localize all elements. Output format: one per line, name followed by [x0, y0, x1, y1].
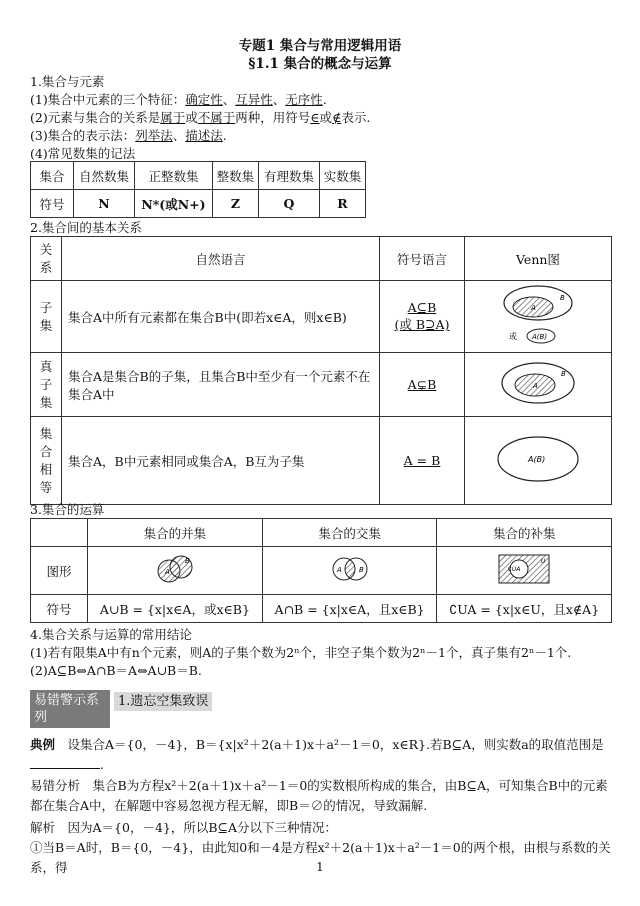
table-cell: A⊊B: [380, 353, 465, 417]
table-cell: 集合相等: [31, 417, 62, 505]
svg-text:B: B: [560, 294, 565, 302]
table-header: 符号语言: [380, 237, 465, 281]
table-cell: 集合A，B中元素相同或集合A，B互为子集: [62, 417, 380, 505]
venn-proper-subset: [465, 353, 612, 417]
svg-text:A: A: [336, 566, 342, 574]
example-paragraph: 典例 设集合A＝{0，－4}，B＝{x|x²＋2(a＋1)x＋a²－1＝0，x∈R}.若B⊆A，则实数a的取值范围是 .: [30, 737, 604, 772]
table-header: 集合的交集: [262, 519, 437, 547]
analysis-paragraph: 易错分析 集合B为方程x²＋2(a＋1)x＋a²－1＝0的实数根所构成的集合，由B⊆A，可知集合B中的元素都在集合A中，在解题中容易忽视方程无解，即B＝∅的情况，导致漏解.: [30, 778, 608, 813]
table-cell: 实数集: [319, 162, 365, 190]
table-header: [31, 519, 88, 547]
table-cell: 集合A中所有元素都在集合B中(即若x∈A，则x∈B): [62, 281, 380, 353]
table-cell: A∪B = {x|x∈A，或x∈B}: [88, 595, 263, 623]
table-header: 关系: [31, 237, 62, 281]
mistake-badge: 易错警示系列: [30, 690, 110, 728]
page-number: 1: [316, 860, 324, 874]
relation-table: [30, 236, 612, 505]
venn-union-diagram: [145, 549, 205, 589]
section2-heading: 2.集合间的基本关系: [30, 220, 142, 235]
page-title: 专题1 集合与常用逻辑用语: [238, 38, 402, 54]
svg-text:B: B: [561, 370, 566, 378]
s1-line3: (3)集合的表示法：列举法、描述法.: [30, 128, 227, 143]
table-cell: Z: [212, 190, 258, 218]
page-subtitle: §1.1 集合的概念与运算: [248, 56, 392, 72]
table-cell: 符号: [31, 190, 74, 218]
solution-paragraph: 解析 因为A＝{0，－4}，所以B⊆A分以下三种情况：: [30, 820, 338, 835]
s1-line1: (1)集合中元素的三个特征：确定性、互异性、无序性.: [30, 92, 327, 107]
svg-text:A(B): A(B): [528, 455, 546, 464]
table-cell: 自然数集: [74, 162, 135, 190]
venn-subset-diagram: [465, 281, 611, 349]
venn-equal: [465, 417, 612, 505]
section3-heading: 3.集合的运算: [30, 502, 105, 517]
table-cell: 正整数集: [134, 162, 212, 190]
table-cell: 子集: [31, 281, 62, 353]
table-cell: 整数集: [212, 162, 258, 190]
number-set-table: [30, 161, 366, 218]
section1-heading: 1.集合与元素: [30, 74, 105, 89]
table-cell: N: [74, 190, 135, 218]
table-cell: Q: [258, 190, 319, 218]
table-cell: 有理数集: [258, 162, 319, 190]
svg-text:B: B: [184, 557, 190, 565]
table-cell: ∁UA = {x|x∈U，且x∉A}: [437, 595, 612, 623]
table-cell: 图形: [31, 547, 88, 595]
svg-text:A(B): A(B): [532, 333, 548, 341]
s4-line1: (1)若有限集A中有n个元素，则A的子集个数为2ⁿ个，非空子集个数为2ⁿ－1个，真子集有2ⁿ－1个.: [30, 645, 572, 660]
table-cell: R: [319, 190, 365, 218]
svg-text:A: A: [531, 304, 536, 312]
table-cell: A = B: [380, 417, 465, 505]
table-cell: 集合: [31, 162, 74, 190]
union-figure: [88, 547, 263, 595]
mistake-title: 1.遗忘空集致误: [114, 690, 212, 709]
operation-table: [30, 518, 612, 623]
table-cell: N*(或N+): [134, 190, 212, 218]
table-header: 集合的补集: [437, 519, 612, 547]
s1-line4: (4)常见数集的记法: [30, 146, 136, 161]
table-header: Venn图: [465, 237, 612, 281]
table-cell: 真子集: [31, 353, 62, 417]
svg-text:或: 或: [509, 332, 517, 341]
table-cell: 符号: [31, 595, 88, 623]
table-header: 自然语言: [62, 237, 380, 281]
section4-heading: 4.集合关系与运算的常用结论: [30, 627, 192, 642]
svg-text:∁UA: ∁UA: [508, 566, 521, 573]
s1-line2: (2)元素与集合的关系是属于或不属于两种，用符号∈或∉表示.: [30, 110, 371, 125]
s4-line2: (2)A⊆B⇔A∩B＝A⇔A∪B＝B.: [30, 663, 202, 678]
venn-equal-diagram: [465, 419, 611, 499]
table-cell: A∩B = {x|x∈A，且x∈B}: [262, 595, 437, 623]
svg-text:B: B: [358, 566, 364, 574]
intersection-figure: [262, 547, 437, 595]
case1-paragraph: ①当B＝A时，B＝{0，－4}，由此知0和－4是方程x²＋2(a＋1)x＋a²－1＝0的两个根，由根与系数的关系，得: [30, 840, 611, 875]
venn-intersection-diagram: [320, 549, 380, 589]
venn-proper-subset-diagram: [465, 353, 611, 413]
complement-figure: [437, 547, 612, 595]
svg-text:A: A: [164, 568, 170, 576]
venn-subset: [465, 281, 612, 353]
table-cell: 集合A是集合B的子集，且集合B中至少有一个元素不在集合A中: [62, 353, 380, 417]
venn-complement-diagram: [489, 549, 559, 589]
table-header: 集合的并集: [88, 519, 263, 547]
table-cell: A⊆B (或 B⊇A): [380, 281, 465, 353]
svg-text:U: U: [541, 558, 546, 565]
svg-text:A: A: [533, 382, 538, 390]
